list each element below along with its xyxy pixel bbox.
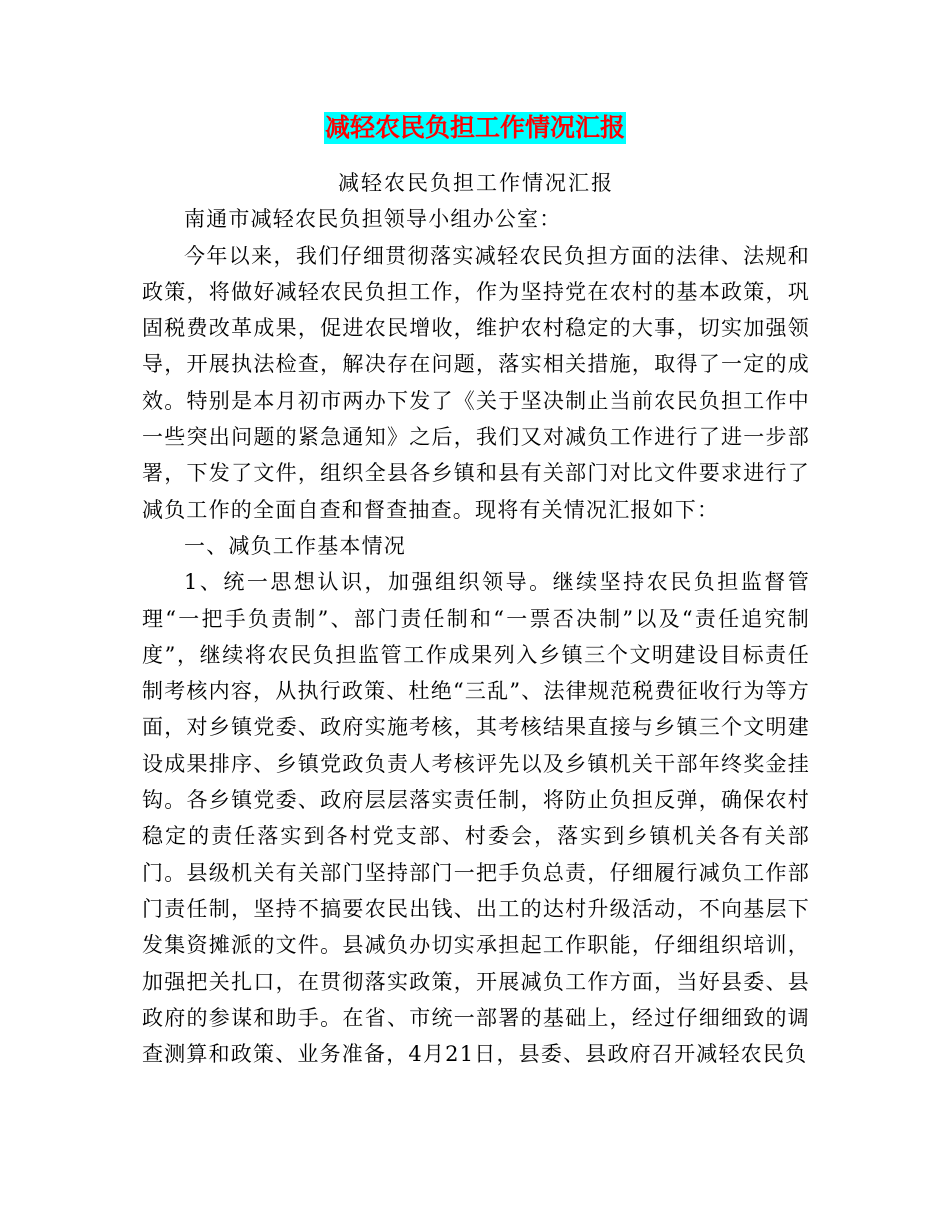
- document-subtitle: 减轻农民负担工作情况汇报: [338, 171, 614, 195]
- document-body: [142, 165, 810, 1072]
- section-heading: 一、减负工作基本情况: [184, 533, 406, 558]
- document-title: 减轻农民负担工作情况汇报: [324, 113, 625, 142]
- paragraph-intro: 今年以来，我们仔细贯彻落实减轻农民负担方面的法律、法规和政策，将做好减轻农民负担工作，作为坚持党在农村的基本政策，巩固税费改革成果，促进农民增收，维护农村稳定的大事，切实加强领导，开展执法检查，解决存在问题，落实相关措施，取得了一定的成效。特别是本月初市两办下发了《关于坚决制止当前农民负担工作中一些突出问题的紧急通知》之后，我们又对减负工作进行了进一步部署，下发了文件，组织全县各乡镇和县有关部门对比文件要求进行了减负工作的全面自查和督查抽查。现将有关情况汇报如下：: [142, 243, 810, 522]
- addressee-line: 南通市减轻农民负担领导小组办公室：: [184, 207, 562, 232]
- paragraph-item-1: 1、统一思想认识，加强组织领导。继续坚持农民负担监督管理“一把手负责制”、部门责任制和“一票否决制”以及“责任追究制度”，继续将农民负担监管工作成果列入乡镇三个文明建设目标责任制考核内容，从执行政策、杜绝“三乱”、法律规范税费征收行为等方面，对乡镇党委、政府实施考核，其考核结果直接与乡镇三个文明建设成果排序、乡镇党政负责人考核评先以及乡镇机关干部年终奖金挂钩。各乡镇党委、政府层层落实责任制，将防止负担反弹，确保农村稳定的责任落实到各村党支部、村委会，落实到乡镇机关各有关部门。县级机关有关部门坚持部门一把手负总责，仔细履行减负工作部门责任制，坚持不搞要农民出钱、出工的达村升级活动，不向基层下发集资摊派的文件。县减负办切实承担起工作职能，仔细组织培训，加强把关扎口，在贯彻落实政策，开展减负工作方面，当好县委、县政府的参谋和助手。在省、市统一部署的基础上，经过仔细细致的调查测算和政策、业务准备，4月21日，县委、县政府召开减轻农民负: [142, 570, 810, 1067]
- title-wrap: [0, 112, 950, 144]
